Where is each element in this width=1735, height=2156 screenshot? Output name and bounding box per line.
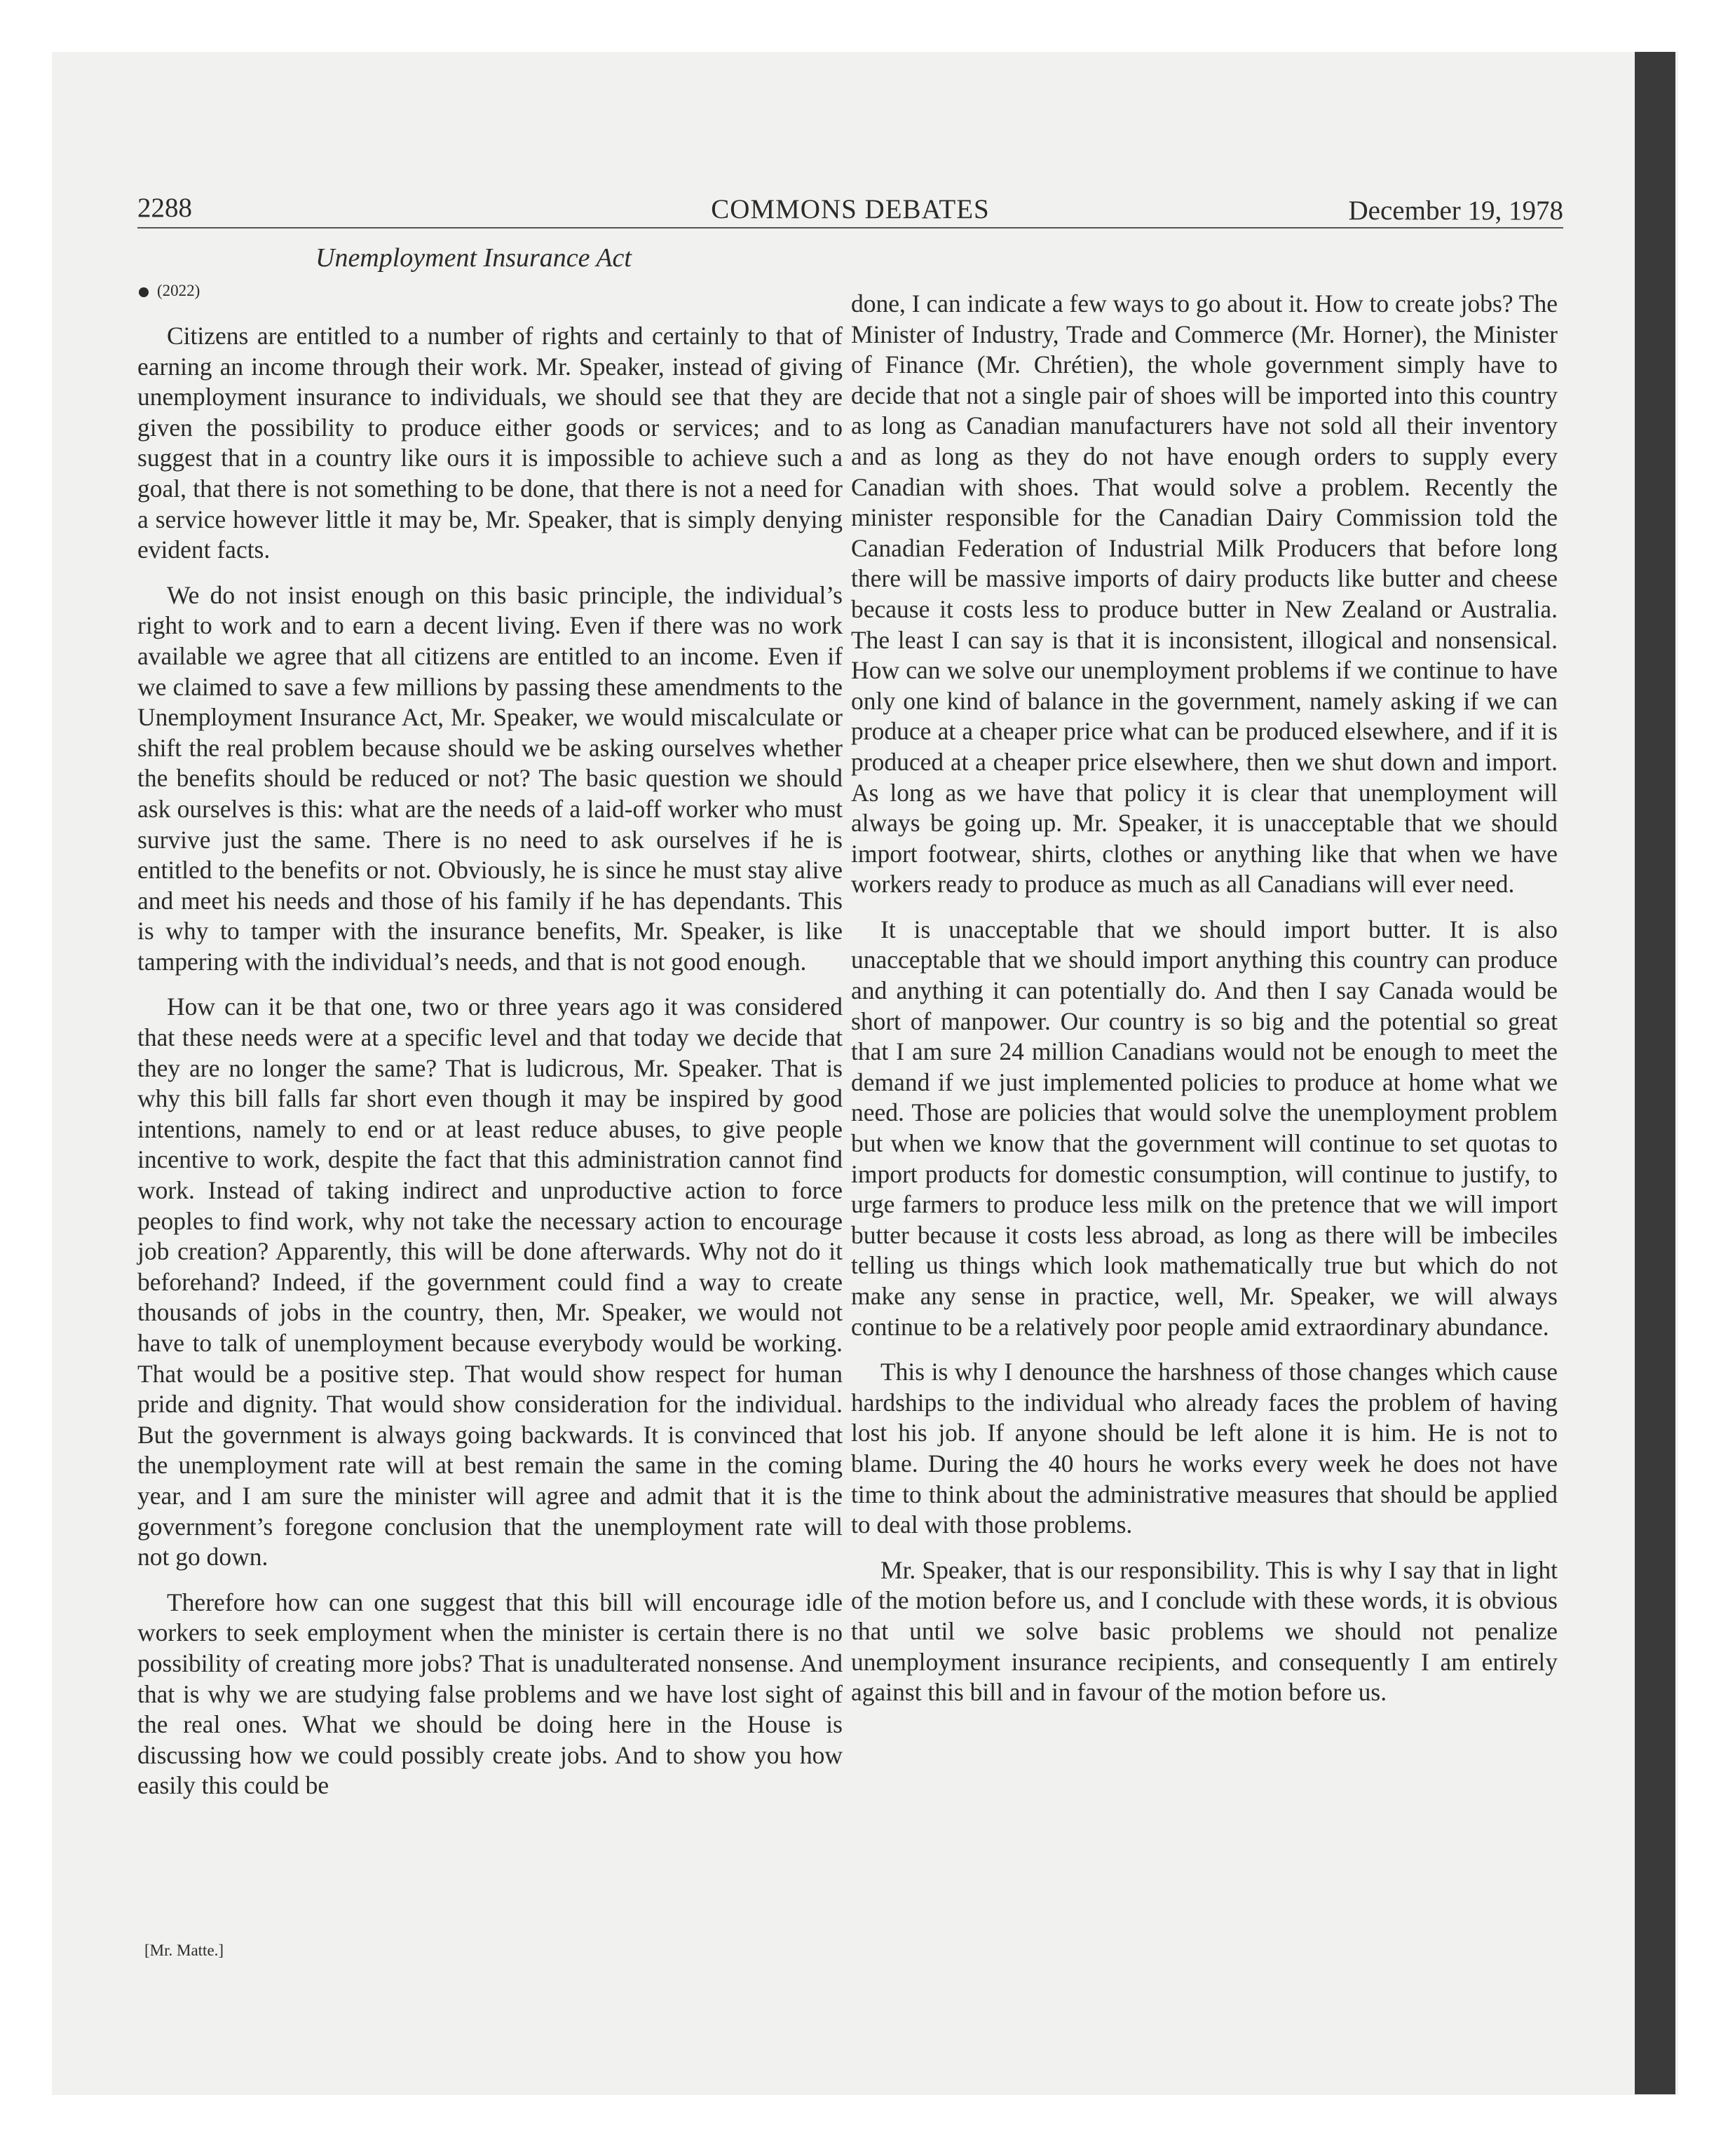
right-column — [851, 289, 1558, 1708]
publication-title: COMMONS DEBATES — [711, 194, 990, 224]
paragraph: Therefore how can one suggest that this bill will encourage idle workers to seek employment when the minister is certain there is no possibility of creating more jobs? That is unadulterated nonsense. And that is why we are studying false problems and we have lost sight of the real ones. What we should be doing here in the House is discussing how we could possibly create jobs. And to show you how easily this could be — [137, 1588, 843, 1800]
page-number: 2288 — [137, 193, 192, 223]
paragraph: Mr. Speaker, that is our responsibility. This is why I say that in light of the motion before us, and I conclude with these words, it is obvious that until we solve basic problems we should not penalize unemployment insurance recipients, and consequently I am entirely against this bill and in favour of the motion before us. — [851, 1555, 1558, 1707]
scan-edge — [1635, 52, 1675, 2094]
paragraph: We do not insist enough on this basic principle, the individual’s right to work and to earn a decent living. Even if there was no work available we agree that all citizens are entitled to an income. Even if we claimed to save a few millions by passing these amendments to the Unemployment Insurance Act, Mr. Speaker, we would miscalculate or shift the real problem because should we be asking ourselves whether the benefits should be reduced or not? The basic question we should ask ourselves is this: what are the needs of a laid-off worker who must survive just the same. There is no need to ask ourselves if he is entitled to the benefits or not. Obviously, he is since he must stay alive and meet his needs and those of his family if he has dependants. This is why to tamper with the insurance benefits, Mr. Speaker, is like tampering with the individual’s needs, and that is not good enough. — [137, 580, 843, 976]
section-title: Unemployment Insurance Act — [315, 243, 632, 273]
speaker-attribution: [Mr. Matte.] — [144, 1942, 224, 1959]
page-date: December 19, 1978 — [1348, 196, 1563, 226]
paragraph: How can it be that one, two or three years ago it was considered that these needs were at a specific level and that today we decide that they are no longer the same? That is ludicrous, Mr. Speaker. That is why this bill falls far short even though it may be inspired by good intentions, namely to end or at least reduce abuses, to give people incentive to work, despite the fact that this administration cannot find work. Instead of taking indirect and unproductive action to force peoples to find work, why not take the necessary action to encourage job creation? Apparently, this will be done afterwards. Why not do it beforehand? Indeed, if the government could find a way to create thousands of jobs in the country, then, Mr. Speaker, we would not have to talk of unemployment because everybody would be working. That would be a positive step. That would show respect for human pride and dignity. That would show consideration for the individual. But the government is always going backwards. It is convinced that the unemployment rate will at best remain the same in the coming year, and I am sure the minister will agree and admit that it is the government’s foregone conclusion that the unemployment rate will not go down. — [137, 992, 843, 1571]
bullet-icon — [139, 287, 149, 297]
paragraph: Citizens are entitled to a number of rights and certainly to that of earning an income through their work. Mr. Speaker, instead of giving unemployment insurance to individuals, we should see that they are given the possibility to produce either goods or services; and to suggest that in a country like ours it is impossible to achieve such a goal, that there is not something to be done, that there is not a need for a service however little it may be, Mr. Speaker, that is simply denying evident facts. — [137, 322, 843, 564]
time-marker — [139, 282, 200, 300]
paragraph: done, I can indicate a few ways to go about it. How to create jobs? The Minister of Industry, Trade and Commerce (Mr. Horner), the Minister of Finance (Mr. Chrétien), the whole government simply have to decide that not a single pair of shoes will be imported into this country as long as Canadian manufacturers have not sold all their inventory and as long as they do not have enough orders to supply every Canadian with shoes. That would solve a problem. Recently the minister responsible for the Canadian Dairy Commission told the Canadian Federation of Industrial Milk Producers that before long there will be massive imports of dairy products like butter and cheese because it costs less to produce butter in New Zealand or Australia. The least I can say is that it is inconsistent, illogical and nonsensical. How can we solve our unemployment problems if we continue to have only one kind of balance in the government, namely asking if we can produce at a cheaper price what can be produced elsewhere, and if it is produced at a cheaper price elsewhere, then we shut down and import. As long as we have that policy it is clear that unemployment will always be going up. Mr. Speaker, it is unacceptable that we should import footwear, shirts, clothes or anything like that when we have workers ready to produce as much as all Canadians will ever need. — [851, 289, 1558, 899]
left-column — [137, 321, 843, 1801]
paragraph: It is unacceptable that we should import butter. It is also unacceptable that we should import anything this country can produce and anything it can potentially do. And then I say Canada would be short of manpower. Our country is so big and the potential so great that I am sure 24 million Canadians would not be enough to meet the demand if we just implemented policies to produce at home what we need. Those are policies that would solve the unemployment problem but when we know that the government will continue to set quotas to import products for domestic consumption, will continue to justify, to urge farmers to produce less milk on the pretence that we will import butter because it costs less abroad, as long as there will be imbeciles telling us things which look mathematically true but which do not make any sense in practice, well, Mr. Speaker, we will always continue to be a relatively poor people amid extraordinary abundance. — [851, 915, 1558, 1341]
paragraph: This is why I denounce the harshness of those changes which cause hardships to the individual who already faces the problem of having lost his job. If anyone should be left alone it is him. He is not to blame. During the 40 hours he works every week he does not have time to think about the administrative measures that should be applied to deal with those problems. — [851, 1358, 1558, 1539]
page-header — [137, 192, 1563, 228]
time-marker-text: (2022) — [157, 282, 200, 299]
